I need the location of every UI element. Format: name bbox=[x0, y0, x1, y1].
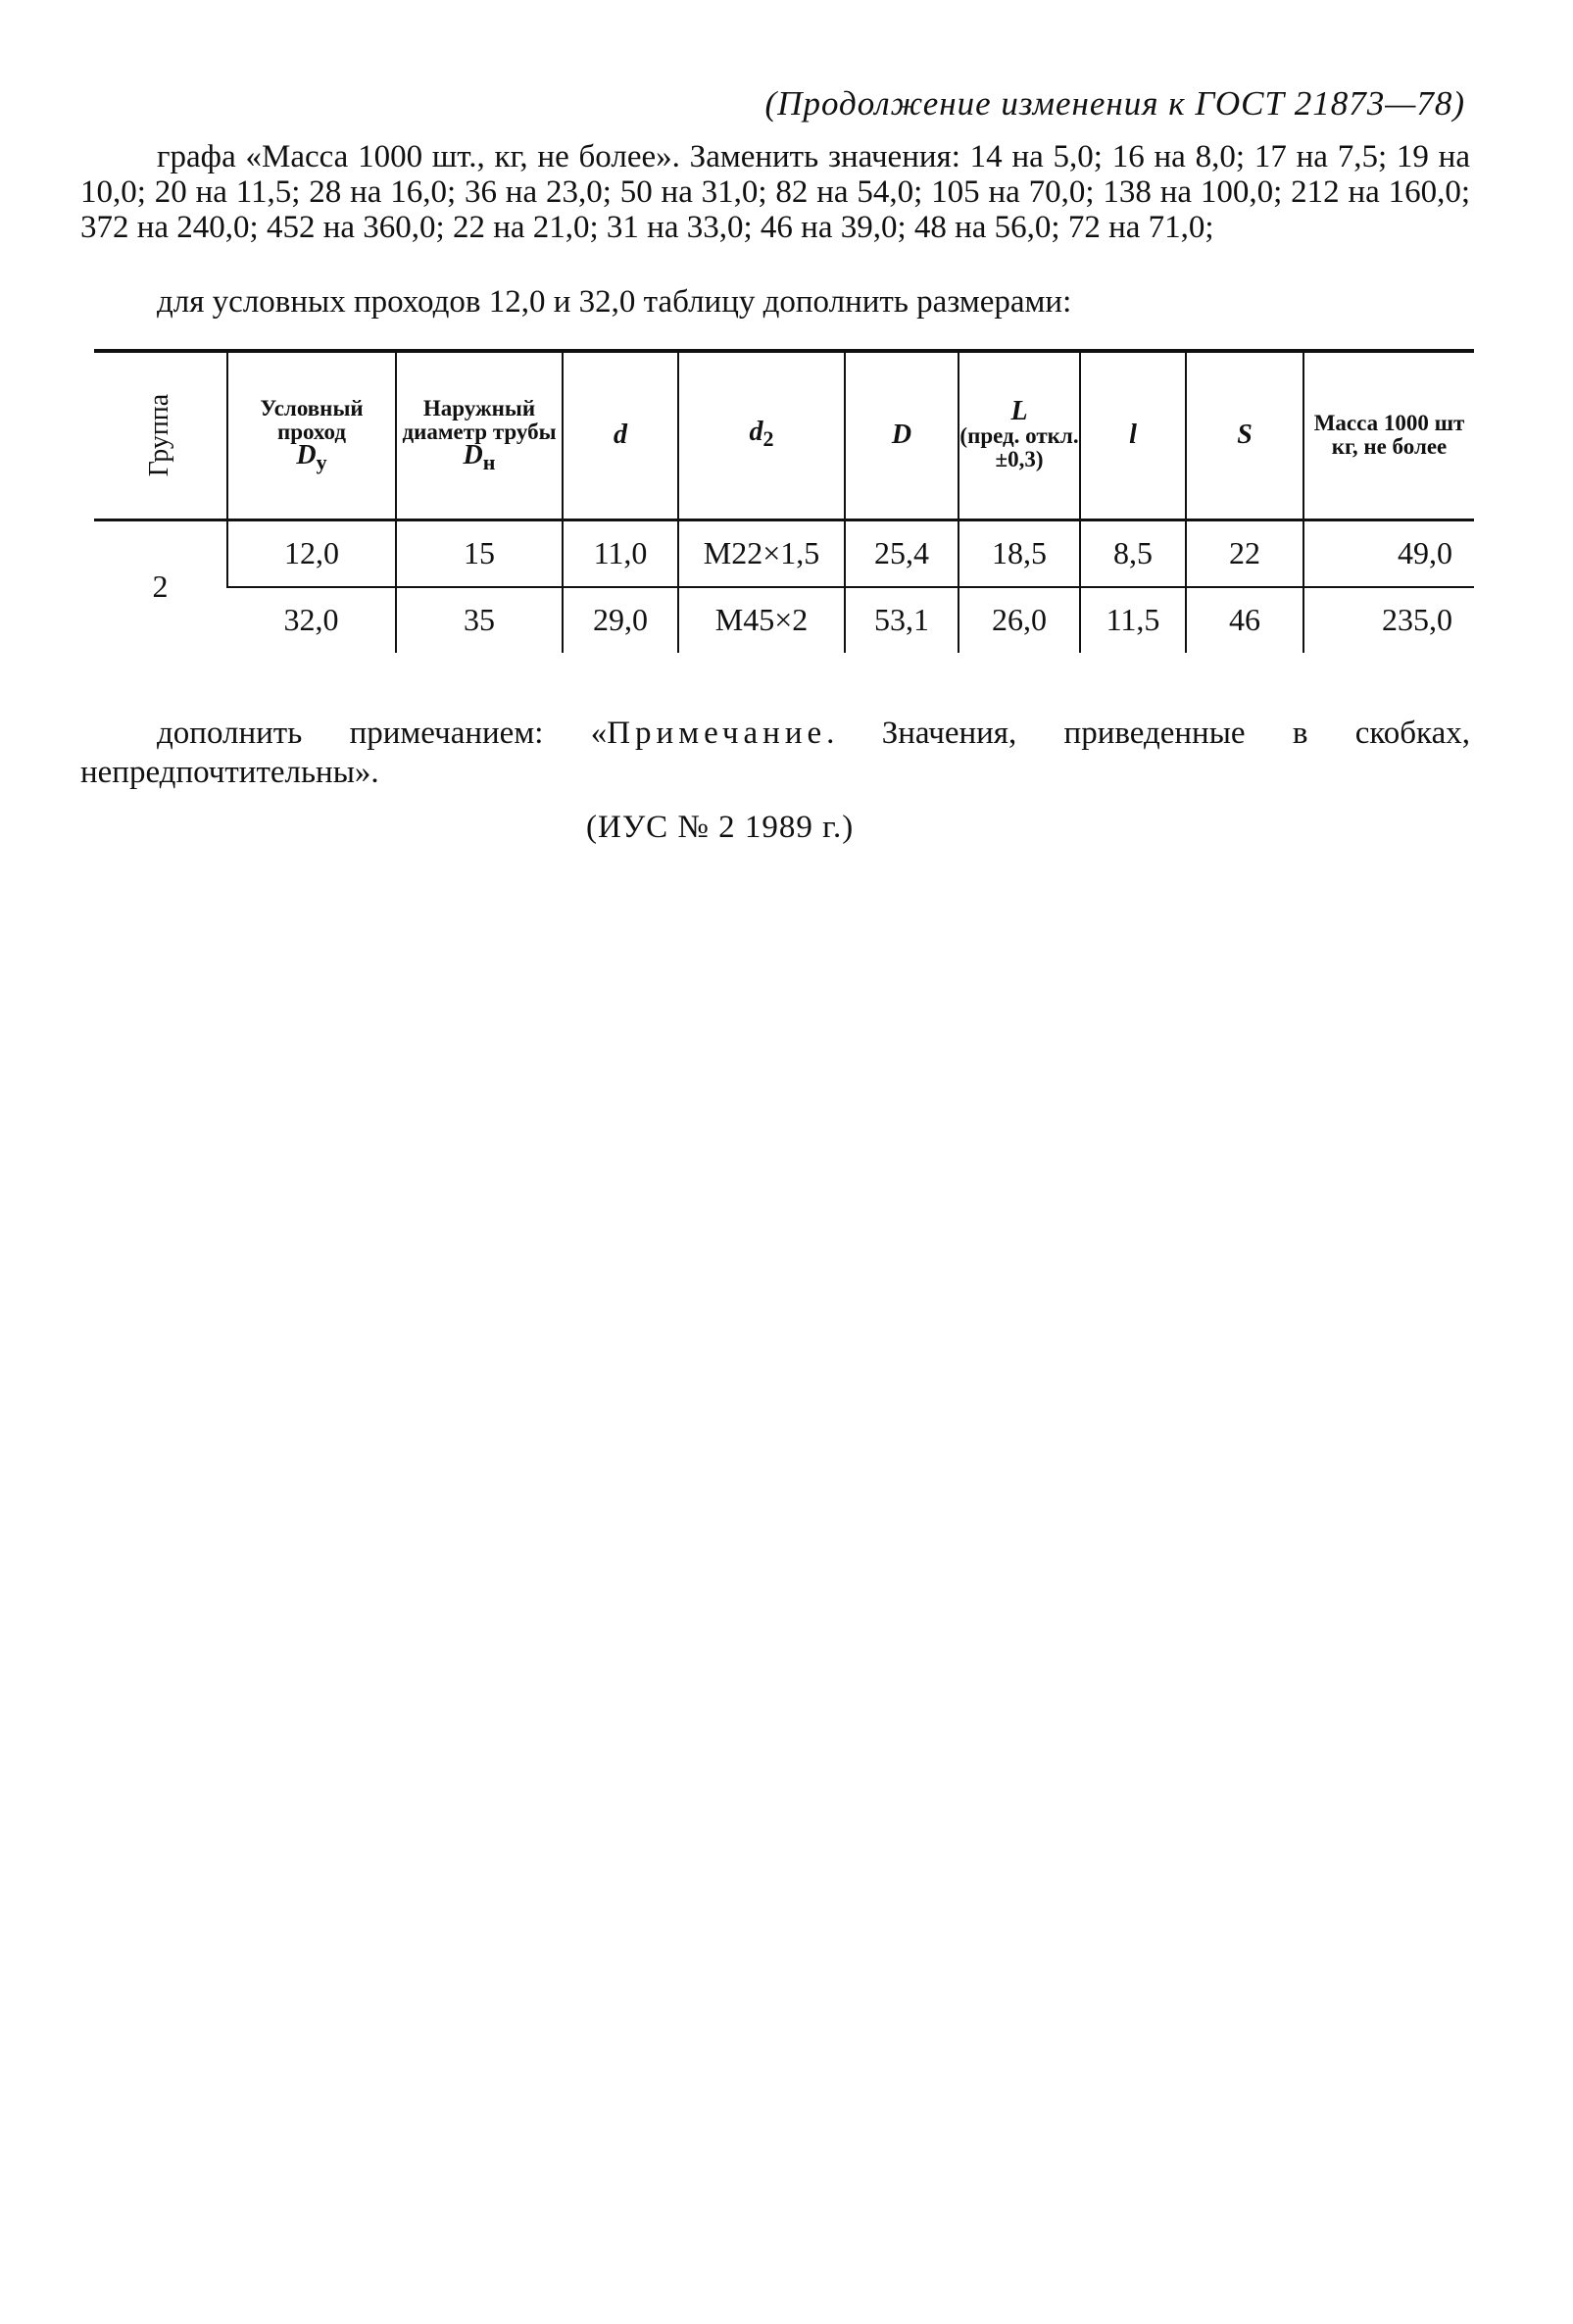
cell-S: 46 bbox=[1186, 587, 1303, 653]
header-L-symbol: L bbox=[1010, 395, 1028, 426]
table-row bbox=[94, 519, 1474, 587]
header-outer-diameter bbox=[396, 351, 563, 519]
cell-d2: M22×1,5 bbox=[678, 519, 845, 587]
header-l-symbol: l bbox=[1129, 419, 1137, 450]
header-mass bbox=[1303, 351, 1474, 519]
header-nominal-bore-symbol: D bbox=[296, 439, 317, 470]
header-S-symbol: S bbox=[1237, 419, 1253, 450]
dimensions-table bbox=[94, 349, 1474, 653]
cell-D: 53,1 bbox=[845, 587, 959, 653]
header-nominal-bore bbox=[227, 351, 396, 519]
source-reference: (ИУС № 2 1989 г.) bbox=[586, 810, 855, 845]
header-mass-text: Масса 1000 шт кг, не более bbox=[1313, 411, 1465, 460]
paragraph-3-text bbox=[80, 714, 1470, 792]
cell-D: 25,4 bbox=[845, 519, 959, 587]
cell-outer: 15 bbox=[396, 519, 563, 587]
continuation-header: (Продолжение изменения к ГОСТ 21873—78) bbox=[764, 84, 1465, 123]
cell-d: 11,0 bbox=[563, 519, 678, 587]
paragraph-replace-values bbox=[80, 139, 1470, 245]
header-nominal-bore-sub: у bbox=[316, 449, 327, 474]
cell-d2: M45×2 bbox=[678, 587, 845, 653]
cell-d: 29,0 bbox=[563, 587, 678, 653]
table-row bbox=[94, 587, 1474, 653]
paragraph-1-text: графа «Масса 1000 шт., кг, не более». Заменить значения: 14 на 5,0; 16 на 8,0; 17 на 7,5; 19 на 10,0; 20 на 11,5; 28 на 16,0; 36 на 23,0; 50 на 31,0; 82 на 54,0; 105 на 70,0; 138 на 100,0; 212 на 160,0; 372 на 240,0; 452 на 360,0; 22 на 21,0; 31 на 33,0; 46 на 39,0; 48 на 56,0; 72 на 71,0; bbox=[80, 139, 1470, 245]
cell-outer: 35 bbox=[396, 587, 563, 653]
cell-mass: 49,0 bbox=[1303, 519, 1474, 587]
note-word: Примечание bbox=[607, 716, 827, 751]
cell-l: 11,5 bbox=[1080, 587, 1186, 653]
note-intro: дополнить примечанием: « bbox=[157, 716, 608, 751]
header-group bbox=[94, 351, 227, 519]
cell-L: 26,0 bbox=[959, 587, 1080, 653]
cell-mass: 235,0 bbox=[1303, 587, 1474, 653]
paragraph-2-text: для условных проходов 12,0 и 32,0 таблицу дополнить размерами: bbox=[157, 284, 1072, 320]
header-d2 bbox=[678, 351, 845, 519]
header-d2-symbol: d bbox=[749, 416, 763, 447]
header-nominal-bore-text: Условный проход bbox=[260, 395, 364, 444]
paragraph-add-note bbox=[80, 714, 1470, 792]
header-l bbox=[1080, 351, 1186, 519]
table-header-row bbox=[94, 351, 1474, 519]
header-group-label: Группа bbox=[144, 393, 175, 476]
cell-nominal: 12,0 bbox=[227, 519, 396, 587]
header-d-symbol: d bbox=[614, 419, 627, 450]
header-D-symbol: D bbox=[891, 419, 912, 450]
header-L-note: (пред. откл. ±0,3) bbox=[959, 422, 1079, 471]
header-d bbox=[563, 351, 678, 519]
cell-L: 18,5 bbox=[959, 519, 1080, 587]
header-outer-diameter-text: Наружный диаметр трубы bbox=[402, 395, 557, 444]
header-D bbox=[845, 351, 959, 519]
header-S bbox=[1186, 351, 1303, 519]
paragraph-add-sizes bbox=[80, 284, 1470, 320]
header-d2-sub: 2 bbox=[762, 425, 774, 451]
header-outer-diameter-sub: н bbox=[482, 449, 496, 474]
header-outer-diameter-symbol: D bbox=[463, 439, 483, 470]
note-rest: . Значения, приведенные в скобках, непредпочтительны». bbox=[80, 716, 1470, 790]
header-L bbox=[959, 351, 1080, 519]
cell-nominal: 32,0 bbox=[283, 602, 339, 637]
cell-S: 22 bbox=[1186, 519, 1303, 587]
cell-group: 2 bbox=[152, 569, 169, 604]
cell-l: 8,5 bbox=[1080, 519, 1186, 587]
